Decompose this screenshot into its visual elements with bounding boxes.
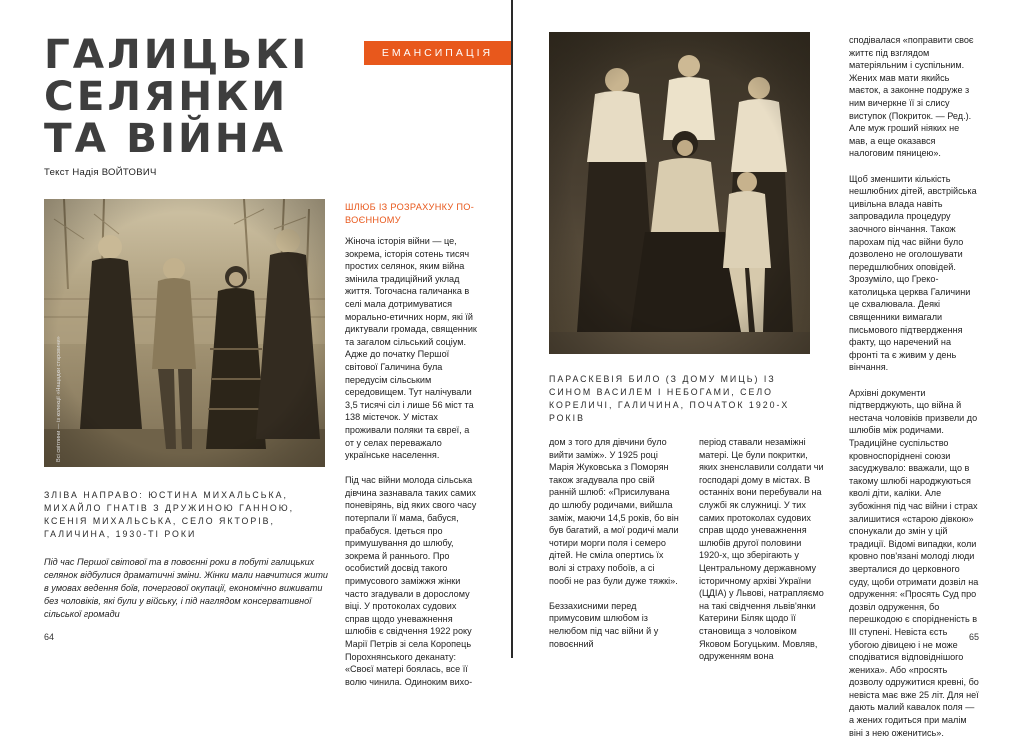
body-column-1 (345, 235, 477, 688)
paragraph: Жіноча історія війни — це, зокрема, історія сотень тисяч простих селянок, яким війна змінила традиційний уклад життя. Тогочасна галичанка в селі мала дотримуватися морально-етичних норм, які їй диктували громада, священник та загалом сільський соціум. Адже до початку Першої світової Галичина була передусім сільським середовищем. Тут налічували 3,5 тисячі сіл і лише 56 міст та 138 містечок. У містах проживали поляки та євреї, а от у селах переважало українське населення. (345, 236, 477, 461)
paragraph: Під час війни молода сільська дівчина зазнавала таких самих поневірянь, від яких свого часу потерпали її мама, бабуся, прабабуся. Ідеться про примушування до шлюбу, зокрема й раннього. Про особистий досвід такого примусового заміжжя жінки часто згадували в дорослому віці. У протоколах судових справ щодо уневажнення шлюбів є свідчення 1922 року Марії Петрів зі села Коропець Порохнянського деканату: «Своєї матері боялась, все її волю чинила. Одиноким вихо- (345, 475, 477, 687)
paragraph: Беззахисними перед примусовим шлюбом із нелюбом під час війни й у повоєнний (549, 600, 659, 649)
title-line-3: ТА ВІЙНА (44, 114, 287, 162)
paragraph: сподівалася «поправити своє життє під взглядом матеріяльним і суспільним. Жених мав мати якийсь маєток, а законне подруже з ним вичеркне її зі слису виступок (Покриток. — Ред.). Але муж гроший ніяких не мав, а еще оказався налоговим пяницею». (849, 35, 974, 159)
paragraph: період ставали незаміжні матері. Це були покритки, яких зненславили солдати чи господарі дому в містах. В останніх вони перебували на службі як служниці. У тих самих протоколах судових справ щодо уневажнення шлюбів другої половини 1920-х, що зберігають у Центральному державному історичному архіві України (ЦДІА) у Львові, натрапляємо на такі свідчення львів'янки Катерини Біляк щодо її становища з чоловіком Яковом Богуцьким. Мовляв, одруженням вона (699, 437, 824, 662)
photo-credit: Всі світлини — із колекції «Нащадки старовини» (56, 336, 62, 462)
paragraph: Архівні документи підтверджують, що війна й нестача чоловіків призвели до шлюбів між родичами. Традиційне суспільство кровноспоріднені союзи засуджувало: вважали, що в такому шлюбі народжуються кволі діти, каліки. Але зубожіння під час війни і страх залишитися «старою дівкою» спонукали до змін у цій традиції. Відомі випадки, коли кровно пов'язані молоді люди зверталися до церковного суду, щоби отримати дозвіл на одруження: «Просять Суд про дозвіл одруження, бо перешкодою є спорідненість в III ступені. Невіста єсть убогою дівицею і не може сподіватися відповіднішого жениха». Або «просять дозволу одружитися кревні, бо невіста має вже 25 літ. Для неї дають малий кавалок поля — а жених годиться при малім віні з нею оженитись». (849, 387, 979, 738)
photo-family-yaktoriv (44, 199, 325, 467)
title-line-2: СЕЛЯНКИ (44, 72, 289, 120)
article-lead: Під час Першої світової та в повоєнні роки в побуті галицьких селянок відбулися драматичні зміни. Жінки мали навчитися жити в умовах ведення боїв, почергової окупації, економічно виживати без чоловіків, які були у війську, і під наглядом консервативної сільської громади (44, 557, 328, 619)
photo-caption-right: ПАРАСКЕВІЯ БИЛО (З ДОМУ МИЦЬ) ІЗ СИНОМ ВАСИЛЕМ І НЕБОГАМИ, СЕЛО КОРЕЛИЧІ, ГАЛИЧИНА, ПОЧАТОК 1920-Х РОКІВ (549, 374, 790, 423)
rubric-label: ЕМАНСИПАЦІЯ (364, 41, 511, 65)
author-byline: Текст Надія ВОЙТОВИЧ (44, 167, 157, 178)
paragraph: дом з того для дівчини було вийти заміж». У 1925 році Марія Жуковська з Поморян також згадувала про свій ранній шлюб: «Присилувана до шлюбу родичами, вийшла заміж, маючи 14,5 років, бо він був багатий, а мої родичі мали чотири морги поля і семеро дітей. Не сміла опертись їх волі зі страху побоїв, а сі пообі не раз були дуже тяжкі». (549, 437, 679, 586)
photo-image (549, 32, 810, 354)
section-heading: ШЛЮБ ІЗ РОЗРАХУНКУ ПО-ВОЄННОМУ (345, 202, 475, 225)
page-number-right: 65 (969, 632, 980, 642)
paragraph: Щоб зменшити кількість нешлюбних дітей, австрійська цивільна влада навіть запровадила процедуру заочного вінчання. Також парохам під час війни було дозволено не оголошувати передшлюбних оповідей. Зрозуміло, що Греко-католицька церква Галичини це схвалювала. Деякі священники вимагали письмового підтвердження факту, що наречений на фронті та є живим у день вінчання. (849, 173, 977, 373)
body-column-3 (699, 436, 825, 663)
title-line-1: ГАЛИЦЬКІ (44, 30, 310, 78)
article-title (44, 30, 344, 162)
photo-family-korelychi (549, 32, 810, 354)
body-column-2 (549, 436, 679, 650)
page-number-left: 64 (44, 632, 55, 642)
photo-caption-left: ЗЛІВА НАПРАВО: ЮСТИНА МИХАЛЬСЬКА, МИХАЙЛО ГНАТІВ З ДРУЖИНОЮ ГАННОЮ, КСЕНІЯ МИХАЛЬСЬКА, СЕЛО ЯКТОРІВ, ГАЛИЧИНА, 1930-ТІ РОКИ (44, 490, 295, 539)
photo-image (44, 199, 325, 467)
body-column-4 (849, 34, 979, 739)
